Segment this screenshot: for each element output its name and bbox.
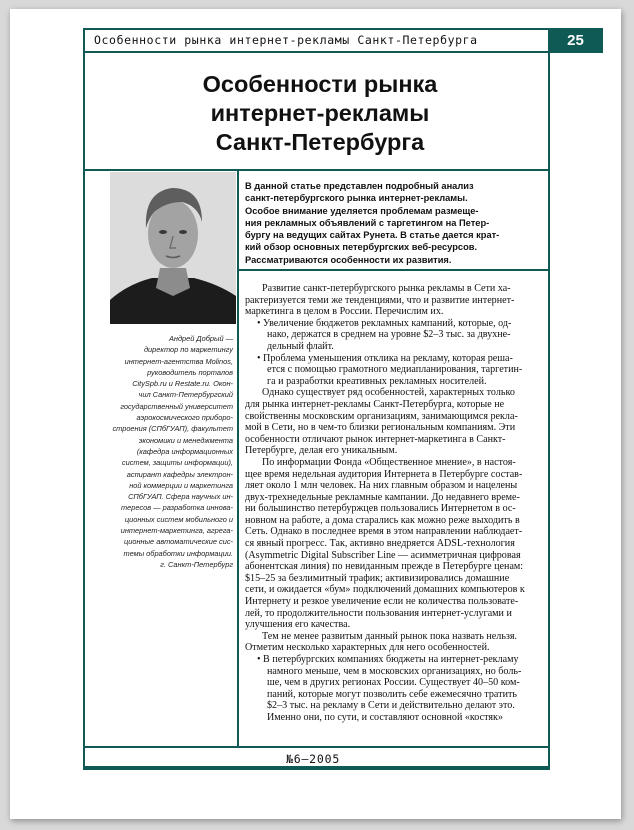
title-line: интернет-рекламы — [210, 100, 430, 126]
title-line: Санкт-Петербурга — [215, 129, 425, 155]
author-caption — [108, 333, 233, 570]
body-line: Сеть. Однако в последнее время в этом направлении наблюдает- — [245, 526, 523, 538]
body-line: новном на работе, а дома старались как можно реже выходить в — [245, 514, 520, 526]
body-line: $15–25 за безлимитный трафик; активизировались домашние — [245, 572, 510, 584]
caption-line: государственный университет — [120, 401, 233, 411]
running-title: Особенности рынка интернет-рекламы Санкт-Петербурга — [94, 33, 478, 47]
body-line: рактеризуется теми же тенденциями, что и развитие интернет- — [245, 294, 515, 306]
body-line: ется с помощью грамотного медиапланирования, таргетин- — [267, 364, 523, 376]
body-line: дельный флайт. — [267, 340, 334, 352]
abstract-line: В данной статье представлен подробный анализ — [245, 181, 474, 191]
caption-line: чил Санкт-Петербургский — [138, 390, 233, 400]
caption-line: интернет-маркетинга, агрега- — [120, 526, 233, 536]
caption-line: аэрокосмического приборо- — [136, 413, 233, 423]
caption-line: строения (СПбГУАП), факультет — [112, 424, 233, 434]
caption-line: тересов — разработка иннова- — [121, 503, 233, 513]
abstract-line: Особое внимание уделяется проблемам размеще- — [245, 205, 479, 216]
caption-line: г. Санкт-Петербург — [160, 559, 233, 569]
right-border — [548, 53, 550, 748]
caption-line: темы обработки информации. — [123, 548, 233, 558]
body-line: • Проблема уменьшения отклика на рекламу, которая реша- — [257, 352, 513, 364]
body-line: Отметим несколько характерных для него особенностей. — [245, 642, 490, 654]
abstract-line: ния рекламных объявлений с таргетингом на Петер- — [245, 217, 490, 228]
issue-number: №6–2005 — [286, 752, 341, 766]
body-line: двух-трехнедельные рекламные кампании. До недавнего време- — [245, 491, 520, 503]
left-border — [83, 53, 85, 748]
body-line: га и разработки креативных рекламных носителей. — [267, 375, 487, 387]
author-photo — [110, 172, 236, 324]
article-body — [245, 283, 547, 724]
article-title — [90, 70, 550, 157]
caption-line: СПбГУАП. Сфера научных ин- — [128, 492, 233, 502]
body-line: • В петербургских компаниях бюджеты на интернет-рекламу — [257, 654, 519, 665]
body-line: мой в Сети, но в чем-то близки региональным компаниям. Эти — [245, 422, 516, 434]
column-divider — [237, 169, 239, 748]
body-line: улучшения его качества. — [245, 619, 351, 631]
body-line: сети, и ожидается «бум» подключений домашних компьютеров к — [245, 584, 525, 596]
article-abstract — [245, 180, 545, 266]
body-line: ше, чем в других регионах России. Существует 40–50 ком- — [267, 677, 520, 689]
body-line: особенности отличают рынок интернет-маркетинга в Санкт- — [245, 433, 506, 445]
body-line: нако, держатся в среднем на уровне $2–3 тыс. за двухне- — [267, 329, 511, 341]
body-line: ни большинство петербуржцев пользовались Интернетом в ос- — [245, 503, 516, 515]
caption-line: интернет-агентства Molinos, — [124, 356, 233, 366]
caption-line: ционные автоматические сис- — [124, 537, 233, 547]
title-line: Особенности рынка — [202, 71, 438, 97]
body-line: паний, которые могут позволить себе ежемесячно тратить — [267, 688, 517, 700]
abstract-line: Рассматриваются особенности их развития. — [245, 254, 452, 265]
body-line: Развитие санкт-петербургского рынка рекламы в Сети ха- — [262, 283, 511, 294]
title-divider — [83, 169, 550, 171]
body-line: По информации Фонда «Общественное мнение», в настоя- — [262, 456, 516, 468]
body-line: абонентская линия) по невиданным прежде в Петербурге ценам: — [245, 561, 524, 573]
body-line: Тем не менее развитым данный рынок пока назвать нельзя. — [262, 630, 518, 642]
body-line: маркетинга в целом в России. Перечислим их. — [245, 306, 444, 318]
body-line: $2–3 тыс. на рекламу в Сети и действительно делают это. — [267, 700, 515, 712]
body-line: намного меньше, чем в московских организациях, но боль- — [267, 665, 522, 677]
body-line: ся явный прогресс. Так, активно внедряется ADSL-технология — [245, 538, 515, 550]
body-line: • Увеличение бюджетов рекламных кампаний, которые, од- — [257, 317, 512, 329]
caption-line: систем, защиты информации), — [121, 458, 233, 468]
caption-line: экономики и менеджмента — [138, 435, 233, 445]
caption-line: директор по маркетингу — [143, 345, 233, 355]
caption-line: CitySpb.ru и Restate.ru. Окон- — [132, 379, 233, 389]
footer-accent-line — [83, 766, 550, 770]
abstract-line: кий обзор основных петербургских веб-ресурсов. — [245, 242, 478, 253]
caption-line: руководитель порталов — [147, 367, 233, 377]
abstract-line: санкт-петербургского рынка интернет-рекламы. — [245, 193, 468, 204]
body-line: Однако существует ряд особенностей, характерных только — [262, 387, 515, 399]
caption-line: (кафедра информационных — [136, 446, 233, 456]
body-line: свойственны московским организациям, занимающимся рекла- — [245, 410, 518, 422]
caption-line: аспирант кафедры электрон- — [126, 469, 233, 479]
page-number: 25 — [548, 28, 603, 53]
body-line: (Asymmetric Digital Subscriber Line — асимметричная цифровая — [245, 549, 521, 561]
caption-line: ционных систем мобильного и — [124, 514, 233, 524]
body-line: ляет около 1 млн человек. На них главным образом и нацелены — [245, 480, 518, 492]
body-line: Петербурге, делая его уникальным. — [245, 445, 398, 457]
abstract-line: бургу на ведущих сайтах Рунета. В статье дается крат- — [245, 230, 500, 241]
abstract-divider — [237, 269, 550, 271]
body-line: лей, то продолжительности пользования интернет-услугами и — [245, 607, 512, 619]
caption-line: Андрей Добрый — — [168, 334, 233, 343]
body-line: для рынка интернет-рекламы Санкт-Петербурга, которые не — [245, 398, 505, 410]
body-line: щее время недельная аудитория Интернета в Петербурге состав- — [245, 468, 523, 480]
body-line: Интернету и резкое увеличение если не количества пользовате- — [245, 596, 519, 608]
caption-line: ной коммерции и маркетинга — [129, 480, 233, 490]
body-line: Именно они, по сути, и составляют основной «костяк» — [267, 711, 503, 723]
author-portrait-image — [110, 172, 236, 324]
